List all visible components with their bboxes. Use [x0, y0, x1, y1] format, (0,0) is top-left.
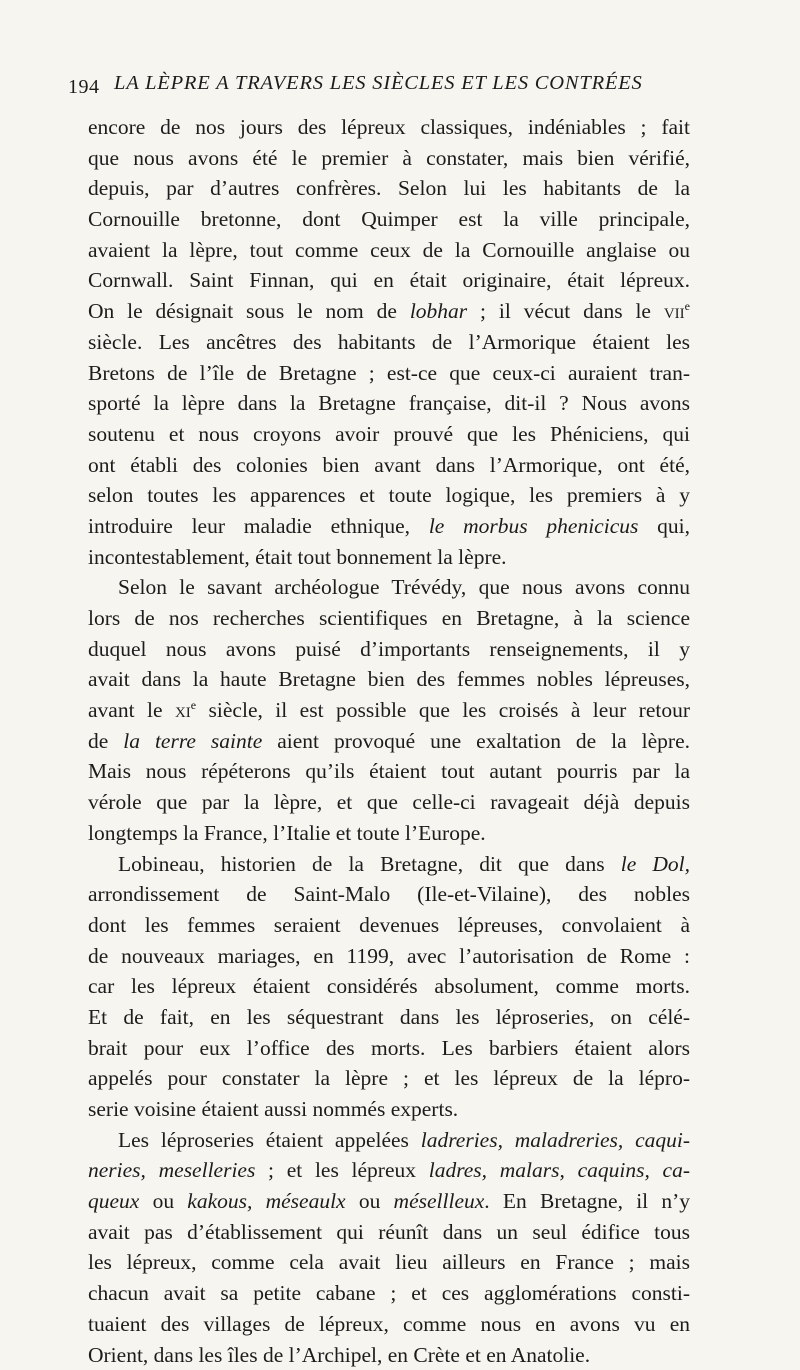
body-text: [88, 112, 690, 1370]
text-line: avait dans la haute Bretagne bien des femmes nobles lépreuses,: [88, 664, 690, 695]
text-line: Cornwall. Saint Finnan, qui en était originaire, était lépreux.: [88, 265, 690, 296]
text-line: avait pas d’établissement qui réunît dans un seul édifice tous: [88, 1217, 690, 1248]
text-line: Cornouille bretonne, dont Quimper est la ville principale,: [88, 204, 690, 235]
text-line: vérole que par la lèpre, et que celle-ci ravageait déjà depuis: [88, 787, 690, 818]
text-line: de la terre sainte aient provoqué une exaltation de la lèpre.: [88, 726, 690, 757]
text-line: encore de nos jours des lépreux classiques, indéniables ; fait: [88, 112, 690, 143]
text-line: sporté la lèpre dans la Bretagne française, dit-il ? Nous avons: [88, 388, 690, 419]
text-line: serie voisine étaient aussi nommés experts.: [88, 1094, 690, 1125]
text-line: duquel nous avons puisé d’importants renseignements, il y: [88, 634, 690, 665]
text-line: siècle. Les ancêtres des habitants de l’Armorique étaient les: [88, 327, 690, 358]
text-line: depuis, par d’autres confrères. Selon lui les habitants de la: [88, 173, 690, 204]
text-line: de nouveaux mariages, en 1199, avec l’autorisation de Rome :: [88, 941, 690, 972]
text-line: dont les femmes seraient devenues lépreuses, convolaient à: [88, 910, 690, 941]
text-line: brait pour eux l’office des morts. Les barbiers étaient alors: [88, 1033, 690, 1064]
text-line: chacun avait sa petite cabane ; et ces agglomérations consti-: [88, 1278, 690, 1309]
text-line: Selon le savant archéologue Trévédy, que nous avons connu: [88, 572, 690, 603]
page-number: 194: [68, 76, 100, 99]
text-line: Les léproseries étaient appelées ladreries, maladreries, caqui-: [88, 1125, 690, 1156]
text-line: Lobineau, historien de la Bretagne, dit que dans le Dol,: [88, 849, 690, 880]
text-line: que nous avons été le premier à constater, mais bien vérifié,: [88, 143, 690, 174]
text-line: avaient la lèpre, tout comme ceux de la Cornouille anglaise ou: [88, 235, 690, 266]
text-line: lors de nos recherches scientifiques en Bretagne, à la science: [88, 603, 690, 634]
text-line: longtemps la France, l’Italie et toute l’Europe.: [88, 818, 690, 849]
text-line: queux ou kakous, méseaulx ou mésellleux. En Bretagne, il n’y: [88, 1186, 690, 1217]
text-line: Et de fait, en les séquestrant dans les léproseries, on célé-: [88, 1002, 690, 1033]
text-line: Mais nous répéterons qu’ils étaient tout autant pourris par la: [88, 756, 690, 787]
text-line: car les lépreux étaient considérés absolument, comme morts.: [88, 971, 690, 1002]
text-line: Bretons de l’île de Bretagne ; est-ce que ceux-ci auraient tran-: [88, 358, 690, 389]
text-line: ont établi des colonies bien avant dans l’Armorique, ont été,: [88, 450, 690, 481]
text-line: selon toutes les apparences et toute logique, les premiers à y: [88, 480, 690, 511]
text-line: avant le $xi^e$ siècle, il est possible que les croisés à leur retour: [88, 695, 690, 726]
text-line: neries, meselleries ; et les lépreux ladres, malars, caquins, ca-: [88, 1155, 690, 1186]
text-line: appelés pour constater la lèpre ; et les lépreux de la lépro-: [88, 1063, 690, 1094]
text-line: soutenu et nous croyons avoir prouvé que les Phéniciens, qui: [88, 419, 690, 450]
text-line: tuaient des villages de lépreux, comme nous en avons vu en: [88, 1309, 690, 1340]
text-line: Orient, dans les îles de l’Archipel, en Crète et en Anatolie.: [88, 1340, 690, 1370]
text-line: incontestablement, était tout bonnement la lèpre.: [88, 542, 690, 573]
text-line: introduire leur maladie ethnique, le morbus phenicicus qui,: [88, 511, 690, 542]
text-line: On le désignait sous le nom de lobhar ; il vécut dans le vii$^e$: [88, 296, 690, 327]
page-header: [68, 68, 708, 98]
running-head: LA LÈPRE A TRAVERS LES SIÈCLES ET LES CONTRÉES: [114, 72, 643, 95]
text-line: les lépreux, comme cela avait lieu ailleurs en France ; mais: [88, 1247, 690, 1278]
text-line: arrondissement de Saint-Malo (Ile-et-Vilaine), des nobles: [88, 879, 690, 910]
